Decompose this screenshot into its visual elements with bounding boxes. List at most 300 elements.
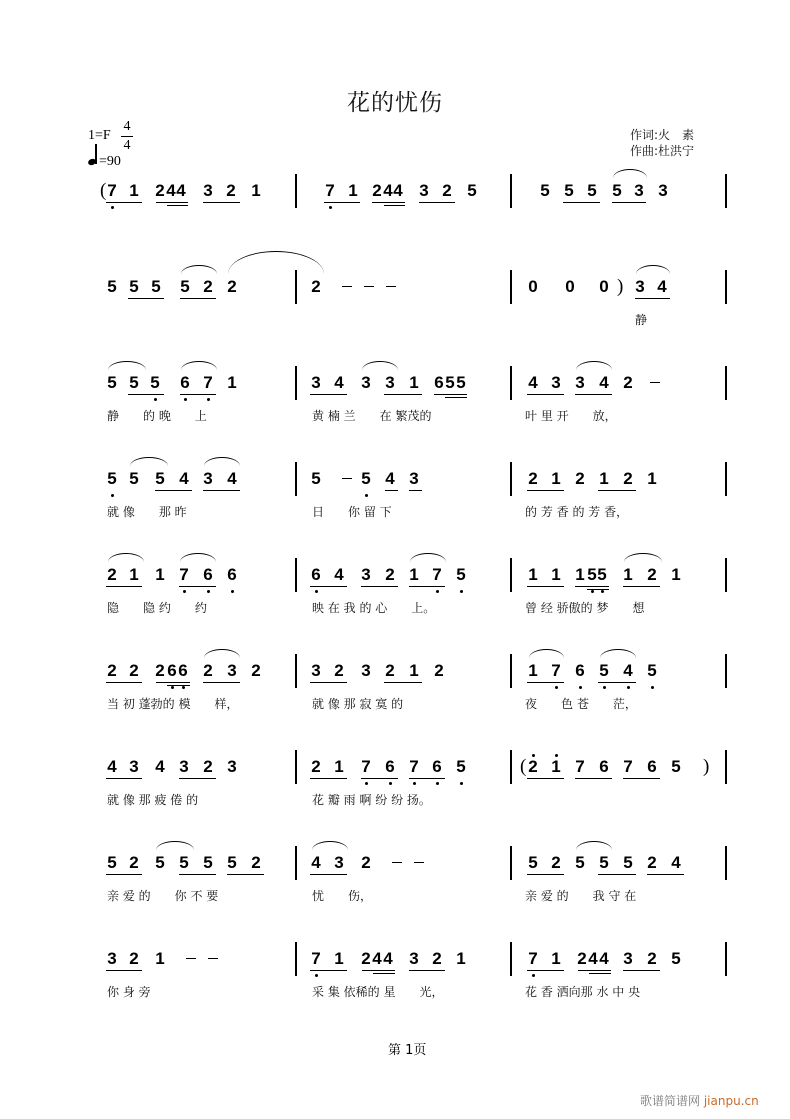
note: 6 bbox=[647, 757, 657, 776]
low-octave-dot-icon bbox=[436, 590, 439, 593]
note: 1 bbox=[647, 469, 657, 488]
eighth-beam bbox=[527, 778, 564, 779]
eighth-beam bbox=[527, 586, 564, 587]
eighth-beam bbox=[106, 778, 142, 779]
note: 2 bbox=[528, 469, 538, 488]
note: 5 bbox=[129, 277, 139, 296]
low-octave-dot-icon bbox=[207, 590, 210, 593]
note: 1 bbox=[623, 565, 633, 584]
note: 7 bbox=[623, 757, 633, 776]
score-line-2 bbox=[0, 276, 790, 327]
note: 2 bbox=[311, 277, 321, 296]
note: 6 bbox=[432, 757, 442, 776]
score-title: 花的忧伤 bbox=[347, 90, 443, 116]
low-octave-dot-icon bbox=[460, 590, 463, 593]
slur-arc bbox=[156, 841, 194, 850]
note: 1 bbox=[551, 757, 561, 776]
extension-dash bbox=[342, 286, 352, 287]
note: 6 bbox=[203, 565, 213, 584]
note: 1 bbox=[155, 565, 165, 584]
note: 3 bbox=[409, 949, 419, 968]
note: 2 bbox=[432, 949, 442, 968]
note: 5 bbox=[129, 469, 139, 488]
note: 1 bbox=[155, 949, 165, 968]
lyric-segment: 忧 伤， bbox=[312, 889, 373, 903]
eighth-beam bbox=[409, 970, 445, 971]
note: 2 bbox=[107, 565, 117, 584]
lyric-segment: 黄 楠 兰 在 繁茂的 bbox=[312, 409, 432, 423]
eighth-beam bbox=[128, 298, 164, 299]
note: 4 bbox=[176, 181, 186, 200]
slur-arc bbox=[108, 361, 146, 370]
barline bbox=[295, 366, 297, 400]
note: 3 bbox=[658, 181, 668, 200]
slur-arc bbox=[204, 457, 240, 466]
note: 5 bbox=[467, 181, 477, 200]
note: 4 bbox=[623, 661, 633, 680]
low-octave-dot-icon bbox=[591, 590, 594, 593]
low-octave-dot-icon bbox=[154, 398, 157, 401]
eighth-beam bbox=[598, 874, 636, 875]
extension-dash bbox=[364, 286, 374, 287]
note: 4 bbox=[528, 373, 538, 392]
slur-arc bbox=[624, 553, 662, 562]
credits bbox=[630, 127, 694, 159]
sixteenth-beam bbox=[589, 973, 611, 974]
note: 1 bbox=[409, 565, 419, 584]
note: 1 bbox=[348, 181, 358, 200]
lyric-segment: 花 香 洒向那 水 中 央 bbox=[525, 985, 641, 999]
note: 2 bbox=[311, 757, 321, 776]
note: 5 bbox=[151, 277, 161, 296]
note: 4 bbox=[385, 469, 395, 488]
eighth-beam bbox=[623, 970, 660, 971]
note: 2 bbox=[442, 181, 452, 200]
note: 1 bbox=[334, 757, 344, 776]
slur-arc bbox=[576, 841, 612, 850]
low-octave-dot-icon bbox=[329, 206, 332, 209]
time-signature-top: 4 bbox=[123, 119, 131, 134]
note: 4 bbox=[372, 949, 382, 968]
note: 6 bbox=[180, 373, 190, 392]
note: 2 bbox=[647, 565, 657, 584]
sixteenth-beam bbox=[373, 973, 395, 974]
extension-dash bbox=[342, 478, 352, 479]
note: 5 bbox=[671, 949, 681, 968]
note: 4 bbox=[671, 853, 681, 872]
eighth-beam bbox=[310, 394, 347, 395]
eighth-beam bbox=[179, 778, 216, 779]
note: 2 bbox=[251, 661, 261, 680]
note: 6 bbox=[311, 565, 321, 584]
slur-arc bbox=[181, 361, 217, 370]
barline bbox=[725, 846, 727, 880]
note: 5 bbox=[528, 853, 538, 872]
low-octave-dot-icon bbox=[365, 782, 368, 785]
note: 4 bbox=[334, 373, 344, 392]
note: 5 bbox=[587, 565, 597, 584]
note: 2 bbox=[129, 949, 139, 968]
high-octave-dot-icon bbox=[555, 754, 558, 757]
note: 6 bbox=[434, 373, 444, 392]
barline bbox=[295, 270, 297, 304]
eighth-beam bbox=[106, 202, 142, 203]
note: 5 bbox=[129, 373, 139, 392]
slur-arc bbox=[204, 649, 240, 658]
note: 3 bbox=[361, 373, 371, 392]
lyric-segment: 你 身 旁 bbox=[107, 985, 151, 999]
note: 3 bbox=[129, 757, 139, 776]
eighth-beam bbox=[310, 778, 347, 779]
barline bbox=[510, 462, 512, 496]
eighth-beam bbox=[203, 490, 240, 491]
eighth-beam bbox=[384, 682, 422, 683]
note: 5 bbox=[227, 853, 237, 872]
note: 4 bbox=[107, 757, 117, 776]
score-line-1 bbox=[0, 180, 790, 231]
eighth-beam bbox=[106, 874, 142, 875]
lyric-segment: 曾 经 骄傲的 梦 想 bbox=[525, 601, 645, 615]
note: 2 bbox=[361, 949, 371, 968]
note: 5 bbox=[311, 469, 321, 488]
note: 6 bbox=[167, 661, 177, 680]
eighth-beam bbox=[180, 298, 216, 299]
eighth-beam bbox=[647, 874, 684, 875]
eighth-beam bbox=[623, 586, 660, 587]
note: 3 bbox=[334, 853, 344, 872]
barline bbox=[510, 654, 512, 688]
lyric-segment: 亲 爱 的 我 守 在 bbox=[525, 889, 637, 903]
lyric-segment: 隐 隐 约 约 bbox=[107, 601, 207, 615]
slur-arc bbox=[362, 361, 398, 370]
extension-dash bbox=[414, 862, 424, 863]
low-octave-dot-icon bbox=[532, 974, 535, 977]
note: 1 bbox=[409, 661, 419, 680]
note: 2 bbox=[155, 661, 165, 680]
note: 2 bbox=[361, 853, 371, 872]
note: 5 bbox=[587, 181, 597, 200]
note: 7 bbox=[575, 757, 585, 776]
note: 4 bbox=[383, 949, 393, 968]
note: 5 bbox=[180, 277, 190, 296]
low-octave-dot-icon bbox=[182, 686, 185, 689]
note: 3 bbox=[179, 757, 189, 776]
note: 2 bbox=[623, 373, 633, 392]
low-octave-dot-icon bbox=[231, 590, 234, 593]
note: 7 bbox=[107, 181, 117, 200]
eighth-beam bbox=[203, 682, 240, 683]
lyric-segment: 就 像 那 昨 bbox=[107, 505, 187, 519]
score-line-4 bbox=[0, 469, 790, 519]
slur-arc bbox=[180, 553, 216, 562]
barline bbox=[510, 270, 512, 304]
note: 2 bbox=[334, 661, 344, 680]
barline bbox=[510, 174, 512, 208]
note: 5 bbox=[179, 853, 189, 872]
eighth-beam bbox=[527, 394, 564, 395]
extension-dash bbox=[392, 862, 402, 863]
note: 1 bbox=[528, 565, 538, 584]
composer: 作曲:杜洪宁 bbox=[630, 144, 695, 158]
repeat-paren: ( bbox=[100, 180, 107, 201]
lyric-segment: 当 初 蓬勃的 模 样， bbox=[107, 697, 239, 711]
low-octave-dot-icon bbox=[207, 398, 210, 401]
note: 1 bbox=[671, 565, 681, 584]
slur-arc bbox=[312, 841, 348, 850]
note: 6 bbox=[575, 661, 585, 680]
note: 4 bbox=[166, 181, 176, 200]
eighth-beam bbox=[310, 970, 347, 971]
note: 2 bbox=[385, 565, 395, 584]
quarter-note-head-icon bbox=[87, 158, 97, 166]
lyric-segment: 就 像 那 寂 寞 的 bbox=[312, 697, 404, 711]
note: 5 bbox=[612, 181, 622, 200]
note: 2 bbox=[623, 469, 633, 488]
eighth-beam bbox=[362, 970, 395, 971]
note: 4 bbox=[393, 181, 403, 200]
barline bbox=[510, 558, 512, 592]
note: 4 bbox=[311, 853, 321, 872]
eighth-beam bbox=[527, 874, 564, 875]
note: 5 bbox=[107, 853, 117, 872]
slur-arc bbox=[181, 265, 217, 274]
eighth-beam bbox=[106, 970, 142, 971]
note: 0 bbox=[528, 277, 538, 296]
lyric-segment: 静 bbox=[635, 313, 648, 327]
note: 7 bbox=[361, 757, 371, 776]
score-line-5 bbox=[0, 565, 790, 615]
note: 4 bbox=[383, 181, 393, 200]
score-line-8 bbox=[0, 853, 790, 903]
note: 2 bbox=[647, 949, 657, 968]
watermark: 歌谱简谱网 jianpu.cn bbox=[640, 1094, 759, 1108]
low-octave-dot-icon bbox=[365, 494, 368, 497]
key-signature: 1=F bbox=[88, 128, 111, 143]
barline bbox=[295, 750, 297, 784]
slur-arc bbox=[410, 553, 446, 562]
eighth-beam bbox=[409, 586, 445, 587]
note: 2 bbox=[575, 469, 585, 488]
note: 4 bbox=[179, 469, 189, 488]
note: 1 bbox=[129, 181, 139, 200]
note: 4 bbox=[334, 565, 344, 584]
note: 2 bbox=[434, 661, 444, 680]
time-signature-bottom: 4 bbox=[123, 138, 131, 153]
eighth-beam bbox=[361, 778, 398, 779]
barline bbox=[510, 942, 512, 976]
note: 7 bbox=[311, 949, 321, 968]
note: 4 bbox=[657, 277, 667, 296]
eighth-beam bbox=[635, 298, 670, 299]
eighth-beam bbox=[179, 586, 216, 587]
barline bbox=[510, 750, 512, 784]
barline bbox=[725, 270, 727, 304]
eighth-beam bbox=[310, 586, 347, 587]
note: 5 bbox=[647, 661, 657, 680]
eighth-beam bbox=[575, 586, 609, 587]
note: 5 bbox=[564, 181, 574, 200]
note: 1 bbox=[227, 373, 237, 392]
note: 2 bbox=[226, 181, 236, 200]
extension-dash bbox=[650, 382, 660, 383]
slur-arc bbox=[576, 361, 612, 370]
barline bbox=[295, 558, 297, 592]
eighth-beam bbox=[324, 202, 360, 203]
note: 2 bbox=[528, 757, 538, 776]
time-signature bbox=[121, 120, 133, 153]
eighth-beam bbox=[384, 394, 422, 395]
eighth-beam bbox=[227, 874, 264, 875]
note: 0 bbox=[599, 277, 609, 296]
note: 3 bbox=[361, 661, 371, 680]
eighth-beam bbox=[434, 394, 467, 395]
note: 3 bbox=[203, 181, 213, 200]
note: 2 bbox=[203, 661, 213, 680]
barline bbox=[295, 654, 297, 688]
note: 2 bbox=[251, 853, 261, 872]
note: 3 bbox=[361, 565, 371, 584]
note: 5 bbox=[107, 277, 117, 296]
note: 5 bbox=[150, 373, 160, 392]
eighth-beam bbox=[598, 490, 636, 491]
note: 4 bbox=[227, 469, 237, 488]
note: 2 bbox=[385, 661, 395, 680]
note: 5 bbox=[155, 469, 165, 488]
barline bbox=[295, 462, 297, 496]
note: 2 bbox=[647, 853, 657, 872]
barline bbox=[725, 366, 727, 400]
eighth-beam bbox=[106, 682, 142, 683]
note: 3 bbox=[575, 373, 585, 392]
note: 1 bbox=[551, 949, 561, 968]
note: 0 bbox=[565, 277, 575, 296]
note: 3 bbox=[623, 949, 633, 968]
note: 5 bbox=[599, 661, 609, 680]
note: 6 bbox=[227, 565, 237, 584]
barline bbox=[725, 750, 727, 784]
eighth-beam bbox=[419, 202, 455, 203]
low-octave-dot-icon bbox=[184, 398, 187, 401]
barline bbox=[510, 366, 512, 400]
slur-arc bbox=[108, 553, 144, 562]
note: 1 bbox=[551, 469, 561, 488]
note: 5 bbox=[361, 469, 371, 488]
eighth-beam bbox=[203, 202, 240, 203]
eighth-beam bbox=[575, 778, 612, 779]
note: 2 bbox=[155, 181, 165, 200]
note: 3 bbox=[107, 949, 117, 968]
low-octave-dot-icon bbox=[389, 782, 392, 785]
note: 1 bbox=[409, 373, 419, 392]
note: 6 bbox=[178, 661, 188, 680]
slur-arc bbox=[529, 649, 564, 658]
note: 3 bbox=[311, 373, 321, 392]
lyric-segment: 的 芳 香 的 芳 香， bbox=[525, 505, 629, 519]
sixteenth-beam bbox=[167, 685, 190, 686]
slur-arc bbox=[636, 265, 670, 274]
barline bbox=[510, 846, 512, 880]
eighth-beam bbox=[578, 970, 611, 971]
note: 7 bbox=[325, 181, 335, 200]
note: 7 bbox=[551, 661, 561, 680]
page-number: 第 1页 bbox=[388, 1043, 427, 1058]
note: 1 bbox=[599, 469, 609, 488]
slur-arc bbox=[228, 251, 324, 274]
low-octave-dot-icon bbox=[413, 782, 416, 785]
score-line-6 bbox=[0, 661, 790, 711]
low-octave-dot-icon bbox=[627, 686, 630, 689]
note: 2 bbox=[577, 949, 587, 968]
note: 3 bbox=[385, 373, 395, 392]
note: 3 bbox=[203, 469, 213, 488]
note: 2 bbox=[372, 181, 382, 200]
note: 3 bbox=[227, 661, 237, 680]
note: 5 bbox=[456, 757, 466, 776]
lyric-segment: 夜 色 苍 茫， bbox=[525, 697, 637, 711]
note: 7 bbox=[203, 373, 213, 392]
eighth-beam bbox=[527, 970, 564, 971]
note: 3 bbox=[409, 469, 419, 488]
note: 7 bbox=[409, 757, 419, 776]
lyric-segment: 亲 爱 的 你 不 要 bbox=[107, 889, 219, 903]
note: 5 bbox=[671, 757, 681, 776]
extension-dash bbox=[186, 958, 196, 959]
note: 3 bbox=[419, 181, 429, 200]
low-octave-dot-icon bbox=[171, 686, 174, 689]
note: 3 bbox=[635, 277, 645, 296]
note: 3 bbox=[634, 181, 644, 200]
eighth-beam bbox=[361, 586, 398, 587]
lyric-segment: 就 像 那 疲 倦 的 bbox=[107, 793, 199, 807]
eighth-beam bbox=[409, 778, 445, 779]
eighth-beam bbox=[128, 394, 164, 395]
score-line-3 bbox=[0, 373, 790, 423]
high-octave-dot-icon bbox=[532, 754, 535, 757]
note: 6 bbox=[385, 757, 395, 776]
barline bbox=[725, 174, 727, 208]
note: 5 bbox=[203, 853, 213, 872]
note: 4 bbox=[155, 757, 165, 776]
eighth-beam bbox=[527, 490, 564, 491]
eighth-beam bbox=[156, 682, 190, 683]
note: 7 bbox=[179, 565, 189, 584]
lyric-segment: 映 在 我 的 心 上。 bbox=[312, 601, 436, 615]
note: 7 bbox=[528, 949, 538, 968]
score-line-7 bbox=[0, 756, 790, 807]
note: 2 bbox=[203, 757, 213, 776]
note: 4 bbox=[588, 949, 598, 968]
eighth-beam bbox=[385, 490, 398, 491]
repeat-paren: ( bbox=[520, 756, 527, 777]
note: 5 bbox=[107, 469, 117, 488]
eighth-beam bbox=[310, 874, 347, 875]
low-octave-dot-icon bbox=[315, 590, 318, 593]
note: 5 bbox=[107, 373, 117, 392]
barline bbox=[295, 942, 297, 976]
note: 5 bbox=[445, 373, 455, 392]
note: 7 bbox=[432, 565, 442, 584]
lyric-segment: 花 瓣 雨 啊 纷 纷 扬。 bbox=[312, 793, 431, 807]
barline bbox=[725, 462, 727, 496]
eighth-beam bbox=[598, 682, 636, 683]
eighth-beam bbox=[527, 682, 564, 683]
note: 1 bbox=[551, 565, 561, 584]
note: 2 bbox=[551, 853, 561, 872]
slur-arc bbox=[130, 457, 168, 466]
lyricist: 作词:火 素 bbox=[630, 128, 695, 142]
eighth-beam bbox=[156, 202, 188, 203]
eighth-beam bbox=[155, 490, 192, 491]
